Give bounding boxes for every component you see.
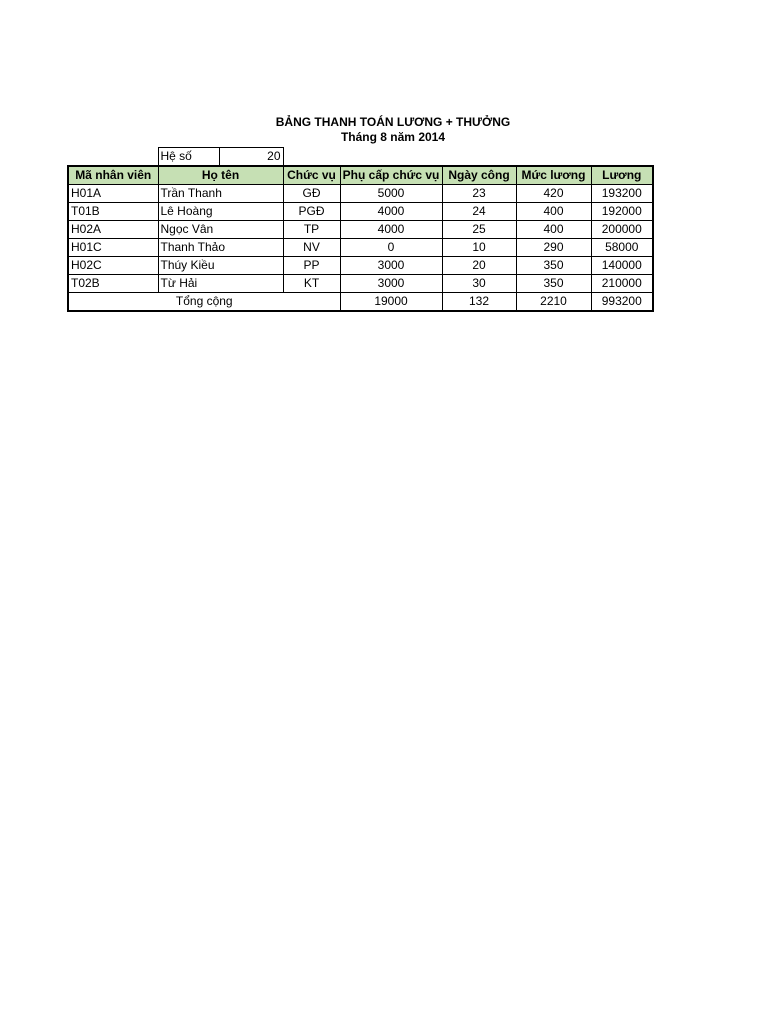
- cell-allowance[interactable]: 5000: [340, 185, 442, 203]
- total-salary[interactable]: 993200: [591, 293, 653, 312]
- cell-position[interactable]: TP: [283, 221, 340, 239]
- table-row: [68, 203, 653, 221]
- header-work-days[interactable]: Ngày công: [442, 166, 516, 185]
- report-subtitle: Tháng 8 năm 2014: [340, 130, 446, 144]
- cell-employee-id[interactable]: H01A: [68, 185, 158, 203]
- coefficient-value[interactable]: 20: [219, 148, 283, 167]
- cell-full-name[interactable]: Thanh Thảo: [158, 239, 283, 257]
- cell-salary[interactable]: 140000: [591, 257, 653, 275]
- header-salary-rate[interactable]: Mức lương: [516, 166, 591, 185]
- cell-allowance[interactable]: 4000: [340, 203, 442, 221]
- cell-full-name[interactable]: Lê Hoàng: [158, 203, 283, 221]
- cell-full-name[interactable]: Thúy Kiều: [158, 257, 283, 275]
- coefficient-label[interactable]: Hệ số: [158, 148, 219, 167]
- table-row: [68, 257, 653, 275]
- cell-work-days[interactable]: 30: [442, 275, 516, 293]
- cell-allowance[interactable]: 3000: [340, 257, 442, 275]
- total-work-days[interactable]: 132: [442, 293, 516, 312]
- cell-employee-id[interactable]: H02A: [68, 221, 158, 239]
- cell-position[interactable]: NV: [283, 239, 340, 257]
- total-salary-rate[interactable]: 2210: [516, 293, 591, 312]
- cell-full-name[interactable]: Ngọc Vân: [158, 221, 283, 239]
- cell-allowance[interactable]: 3000: [340, 275, 442, 293]
- cell-employee-id[interactable]: H01C: [68, 239, 158, 257]
- cell-employee-id[interactable]: T01B: [68, 203, 158, 221]
- header-full-name[interactable]: Họ tên: [158, 166, 283, 185]
- cell-work-days[interactable]: 23: [442, 185, 516, 203]
- totals-row: [68, 293, 653, 312]
- header-salary[interactable]: Lương: [591, 166, 653, 185]
- cell-salary-rate[interactable]: 400: [516, 221, 591, 239]
- cell-full-name[interactable]: Trần Thanh: [158, 185, 283, 203]
- cell-salary[interactable]: 210000: [591, 275, 653, 293]
- cell-salary-rate[interactable]: 350: [516, 275, 591, 293]
- cell-position[interactable]: KT: [283, 275, 340, 293]
- cell-salary[interactable]: 192000: [591, 203, 653, 221]
- cell-allowance[interactable]: 0: [340, 239, 442, 257]
- table-row: [68, 221, 653, 239]
- table-row: [68, 239, 653, 257]
- report-title: BẢNG THANH TOÁN LƯƠNG + THƯỞNG: [275, 115, 511, 129]
- cell-work-days[interactable]: 24: [442, 203, 516, 221]
- report-header: [0, 115, 768, 145]
- cell-salary-rate[interactable]: 350: [516, 257, 591, 275]
- cell-position[interactable]: PGĐ: [283, 203, 340, 221]
- header-position-allowance[interactable]: Phụ cấp chức vụ: [340, 166, 442, 185]
- coefficient-row: [68, 148, 653, 167]
- cell-work-days[interactable]: 25: [442, 221, 516, 239]
- header-employee-id[interactable]: Mã nhân viên: [68, 166, 158, 185]
- cell-salary[interactable]: 193200: [591, 185, 653, 203]
- cell-position[interactable]: GĐ: [283, 185, 340, 203]
- cell-work-days[interactable]: 10: [442, 239, 516, 257]
- cell-allowance[interactable]: 4000: [340, 221, 442, 239]
- cell-full-name[interactable]: Từ Hải: [158, 275, 283, 293]
- total-allowance[interactable]: 19000: [340, 293, 442, 312]
- cell-salary[interactable]: 58000: [591, 239, 653, 257]
- table-row: [68, 275, 653, 293]
- cell-position[interactable]: PP: [283, 257, 340, 275]
- cell-salary-rate[interactable]: 420: [516, 185, 591, 203]
- cell-salary-rate[interactable]: 400: [516, 203, 591, 221]
- cell-work-days[interactable]: 20: [442, 257, 516, 275]
- cell-employee-id[interactable]: H02C: [68, 257, 158, 275]
- cell-salary-rate[interactable]: 290: [516, 239, 591, 257]
- table-row: [68, 185, 653, 203]
- cell-employee-id[interactable]: T02B: [68, 275, 158, 293]
- header-row: [68, 166, 653, 185]
- totals-label[interactable]: Tổng cộng: [68, 293, 340, 312]
- salary-table: [67, 147, 654, 312]
- cell-salary[interactable]: 200000: [591, 221, 653, 239]
- header-position[interactable]: Chức vụ: [283, 166, 340, 185]
